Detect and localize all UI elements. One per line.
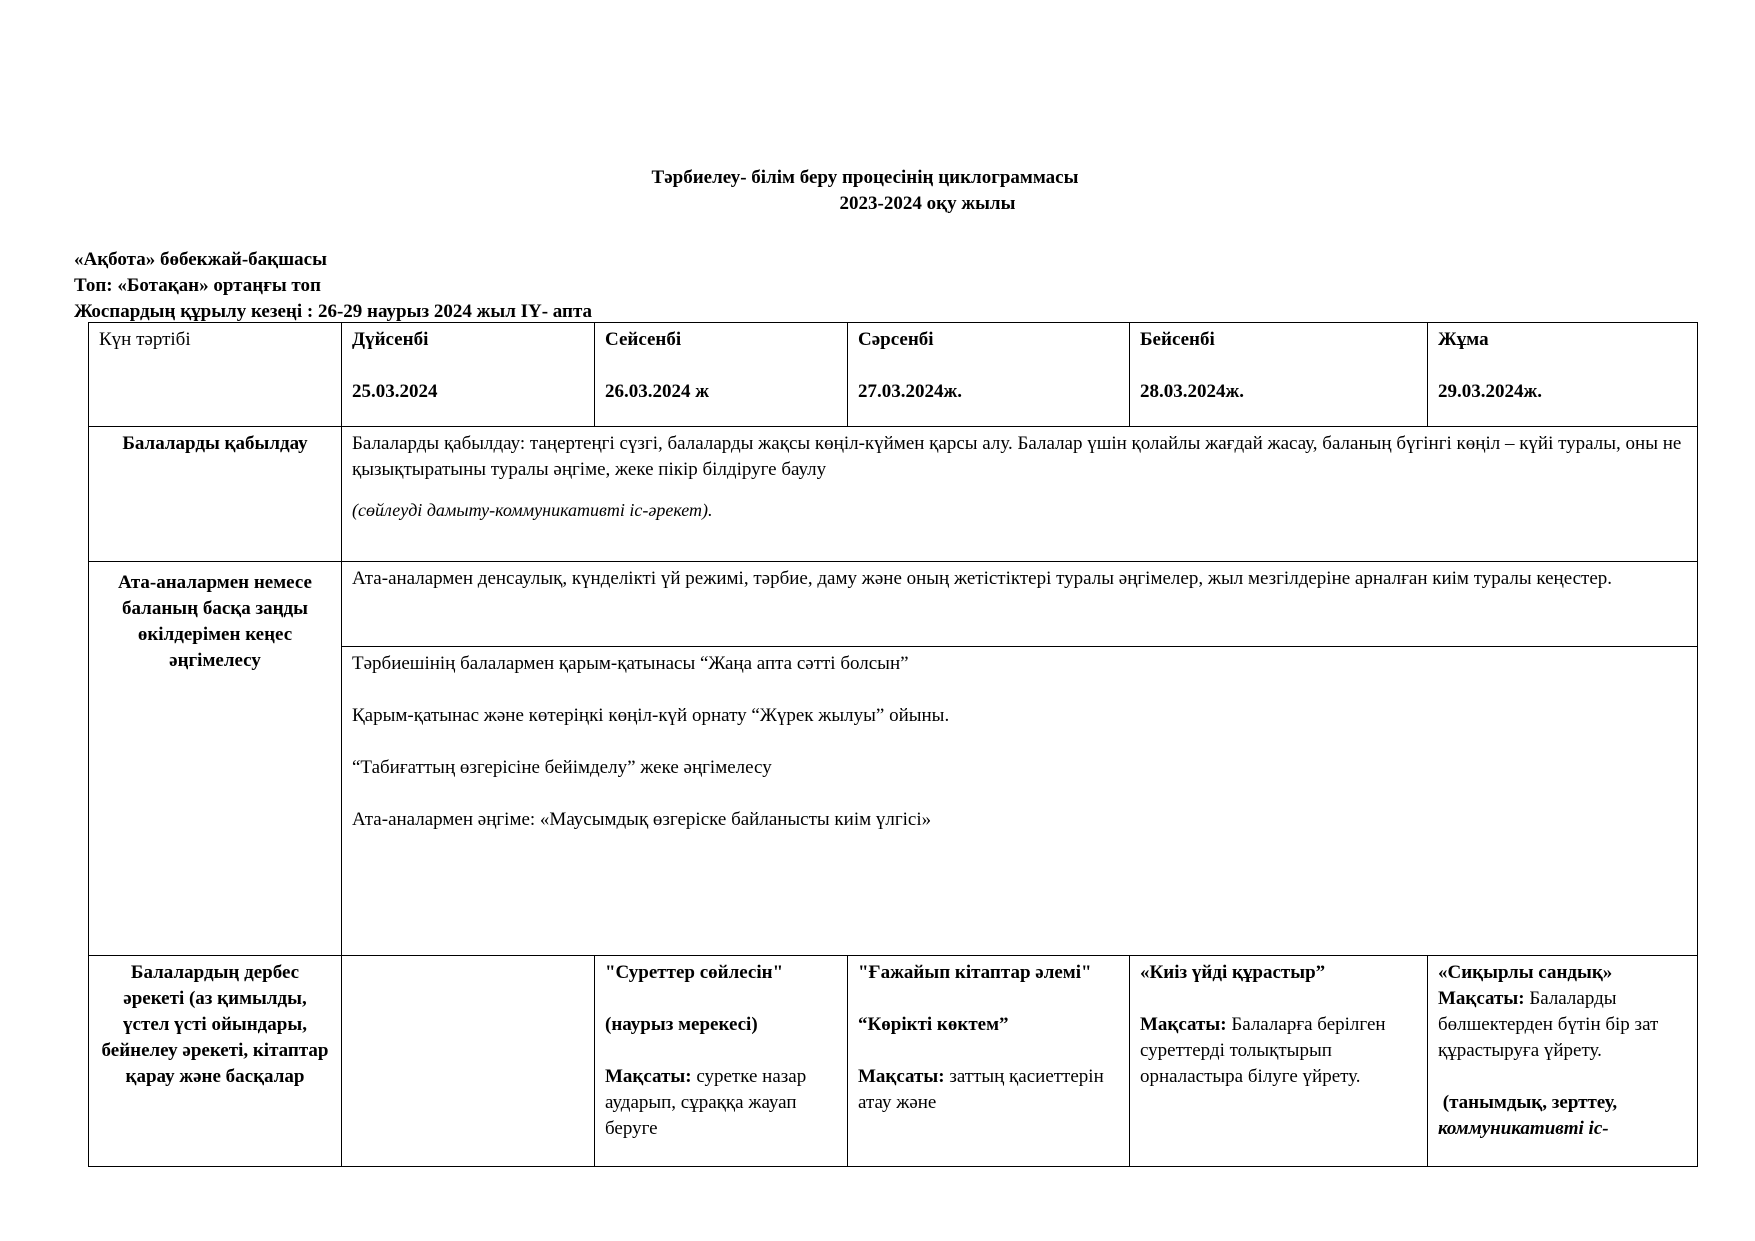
- note-italic: коммуникативті іс-: [1438, 1117, 1609, 1139]
- day-header-wednesday: [848, 323, 1130, 427]
- goal-text: Балаларға берілген суреттерді толықтырып орналастыра білуге үйрету.: [1140, 1013, 1386, 1087]
- activity-row: [89, 955, 1698, 1166]
- goal-label: Мақсаты:: [858, 1065, 945, 1087]
- schedule-table: [88, 322, 1698, 1167]
- row-label-activity: Балалардың дербес әрекеті (аз қимылды, үстел үсті ойындары, бейнелеу әрекеті, кітаптар қарау және басқалар: [89, 955, 342, 1166]
- communication-line: Қарым-қатынас және көтеріңкі көңіл-күй орнату “Жүрек жылуы” ойыны.: [352, 704, 950, 726]
- goal-text: заттың қасиеттерін атау және: [858, 1065, 1104, 1113]
- activity-thursday: [1130, 955, 1428, 1166]
- day-name: Сәрсенбі: [858, 329, 934, 350]
- activity-title: «Сиқырлы сандық»: [1438, 961, 1613, 983]
- activity-goal: [605, 1064, 837, 1142]
- activity-wednesday: [848, 955, 1130, 1166]
- day-header-tuesday: [595, 323, 848, 427]
- reception-row: [89, 427, 1698, 562]
- activity-monday: [342, 955, 595, 1166]
- reception-content: [342, 427, 1698, 562]
- corner-label: Күн тәртібі: [99, 329, 191, 350]
- kindergarten-name: «Ақбота» бөбекжай-бақшасы: [74, 249, 327, 270]
- activity-friday: [1428, 955, 1698, 1166]
- activity-note: [1438, 1090, 1687, 1142]
- activity-subtitle: “Көрікті көктем”: [858, 1013, 1009, 1035]
- activity-tuesday: [595, 955, 848, 1166]
- note-bold: (танымдық, зерттеу,: [1442, 1091, 1618, 1113]
- row-label-parents: Ата-аналармен немесе баланың басқа заңды өкілдерімен кеңес әңгімелесу: [89, 562, 342, 956]
- day-date: 25.03.2024: [352, 381, 438, 402]
- day-date: 29.03.2024ж.: [1438, 381, 1543, 402]
- activity-title: "Ғажайып кітаптар әлемі": [858, 961, 1092, 983]
- day-date: 27.03.2024ж.: [858, 381, 963, 402]
- day-date: 28.03.2024ж.: [1140, 381, 1245, 402]
- goal-text: суретке назар аударып, сұраққа жауап беруге: [605, 1065, 807, 1139]
- goal-label: Мақсаты:: [1140, 1013, 1227, 1035]
- corner-cell: [89, 323, 342, 427]
- group-name: Топ: «Ботақан» ортаңғы топ: [74, 275, 321, 296]
- day-name: Сейсенбі: [605, 329, 682, 350]
- day-name: Дүйсенбі: [352, 329, 429, 350]
- header-row: [89, 323, 1698, 427]
- day-name: Бейсенбі: [1140, 329, 1215, 350]
- communication-line: Тәрбиешінің балалармен қарым-қатынасы “Жаңа апта сәтті болсын”: [352, 652, 909, 674]
- activity-title: «Киіз үйді құрастыр”: [1140, 961, 1326, 983]
- goal-text: Балаларды бөлшектерден бүтін бір зат құрастыруға үйрету.: [1438, 987, 1659, 1061]
- parents-content: [342, 562, 1698, 646]
- document-title: Тәрбиелеу- білім беру процесінің циклограммасы: [651, 167, 1079, 188]
- day-header-monday: [342, 323, 595, 427]
- day-header-friday: [1428, 323, 1698, 427]
- activity-title: "Суреттер сөйлесін": [605, 961, 784, 983]
- plan-period: Жоспардың құрылу кезеңі : 26-29 наурыз 2024 жыл ІҮ- апта: [74, 301, 593, 322]
- activity-goal: [858, 1064, 1119, 1116]
- day-name: Жұма: [1438, 329, 1489, 350]
- day-date: 26.03.2024 ж: [605, 381, 710, 402]
- academic-year: 2023-2024 оқу жылы: [839, 193, 1016, 214]
- activity-subtitle: (наурыз мерекесі): [605, 1013, 758, 1035]
- goal-label: Мақсаты:: [605, 1065, 692, 1087]
- row-label-reception: Балаларды қабылдау: [89, 427, 342, 562]
- activity-goal: [1140, 1012, 1417, 1090]
- activity-goal: [1438, 986, 1687, 1064]
- communication-line: “Табиғаттың өзгерісіне бейімделу” жеке әңгімелесу: [352, 756, 772, 778]
- day-header-thursday: [1130, 323, 1428, 427]
- communication-content: [342, 646, 1698, 955]
- communication-line: Ата-аналармен әңгіме: «Маусымдық өзгеріске байланысты киім үлгісі»: [352, 808, 932, 830]
- parents-text: Ата-аналармен денсаулық, күнделікті үй режимі, тәрбие, даму және оның жетістіктері туралы әңгімелер, жыл мезгілдеріне арналған киім туралы кеңестер.: [352, 568, 1613, 590]
- reception-note: (сөйлеуді дамыту-коммуникативті іс-әрекет).: [352, 500, 713, 521]
- goal-label: Мақсаты:: [1438, 987, 1525, 1009]
- parents-row: [89, 562, 1698, 646]
- reception-text: Балаларды қабылдау: таңертеңгі сүзгі, балаларды жақсы көңіл-күймен қарсы алу. Балалар үшін қолайлы жағдай жасау, баланың бүгінгі көңіл – күйі туралы, оны не қызықтыратыны туралы әңгіме, жеке пікір білдіруге баулу: [352, 433, 1682, 481]
